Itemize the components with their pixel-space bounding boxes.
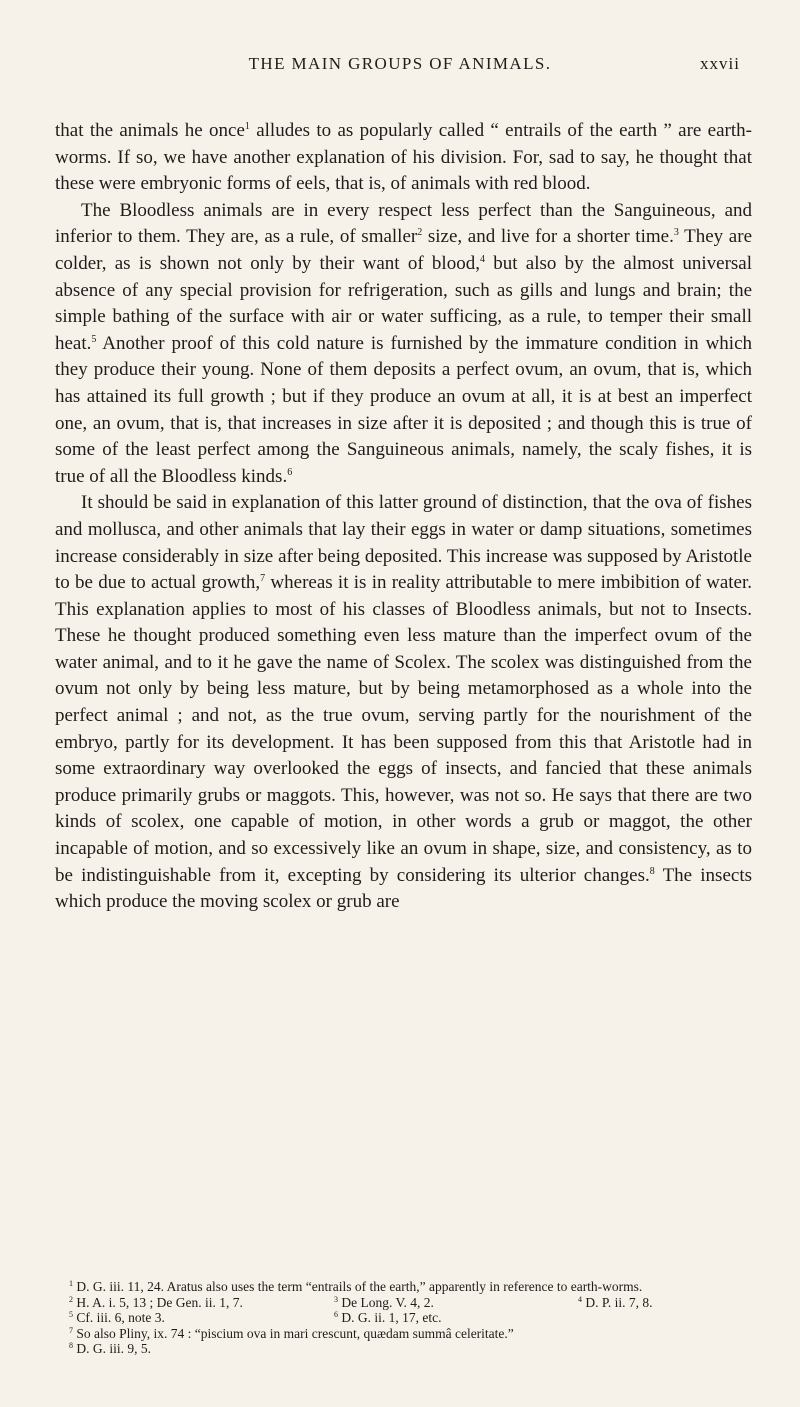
footnote-ref: 1	[244, 121, 250, 132]
footnote-row-1	[55, 1295, 752, 1311]
page-header	[60, 54, 740, 84]
footnote-5: $^5$ Cf. iii. 6, note 3.	[69, 1310, 165, 1325]
paragraph-3: It should be said in explanation of this latter ground of distinction, that the ova of fishes and mollusca, and other animals that lay their eggs in water or damp situations, sometimes increase considerably in size after being deposited. This increase was supposed by Aristotle to be due to actual growth,$^7$ whereas it is in reality attributable to mere imbibition of water. This explanation applies to most of his classes of Bloodless animals, but not to Insects. These he thought produced something even less mature than the imperfect ovum of the water animal, and to it he gave the name of Scolex. The scolex was distinguished from the ovum not only by being less mature, but by being metamorphosed as a whole into the perfect animal ; and not, as the true ovum, serving partly for the nourishment of the embryo, partly for its development. It has been supposed from this that Aristotle had in some extraordinary way overlooked the eggs of insects, and fancied that these animals produce primarily grubs or maggots. This, however, was not so. He says that there are two kinds of scolex, one capable of motion, in other words a grub or maggot, the other incapable of motion, and so excessively like an ovum in shape, size, and consistency, as to be indistinguishable from it, excepting by considering its ulterior changes.$^8$ The insects which produce the moving scolex or grub are	[55, 492, 752, 913]
footnotes	[55, 1279, 752, 1357]
footnote-row-2	[55, 1310, 752, 1326]
body-text	[55, 118, 752, 916]
footnote-6: $^6$ D. G. ii. 1, 17, etc.	[334, 1310, 442, 1325]
running-head: THE MAIN GROUPS OF ANIMALS.	[248, 54, 552, 73]
footnote-1: $^1$ D. G. iii. 11, 24. Aratus also uses the term “entrails of the earth,” apparently in reference to earth-worms.	[69, 1279, 643, 1294]
footnote-ref: 6	[287, 466, 293, 478]
footnote-ref: 7	[260, 573, 266, 585]
footnote-8: $^8$ D. G. iii. 9, 5.	[69, 1341, 152, 1356]
footnote-3: $^3$ De Long. V. 4, 2.	[334, 1294, 434, 1310]
footnote-ref: 5	[91, 333, 97, 345]
footnote-ref: 4	[479, 253, 485, 265]
footnote-7: $^7$ So also Pliny, ix. 74 : “piscium ova in mari crescunt, quædam summâ celeritate.”	[69, 1325, 514, 1341]
footnote-ref: 3	[673, 227, 679, 239]
footnote-ref: 8	[649, 865, 655, 877]
paragraph-2: The Bloodless animals are in every respect less perfect than the Sanguineous, and inferior to them. They are, as a rule, of smaller$^2$ size, and live for a shorter time.$^3$ They are colder, as is shown not only by their want of blood,$^4$ but also by the almost universal absence of any special provision for refrigeration, such as gills and lungs and brain; the simple bathing of the surface with air or water sufficing, as a rule, to temper their small heat.$^5$ Another proof of this cold nature is furnished by the immature condition in which they produce their young. None of them deposits a perfect ovum, an ovum, that is, which has attained its full growth ; but if they produce an ovum at all, it is at best an imperfect one, an ovum, that is, that increases in size after it is deposited ; and though this is true of some of the least perfect among the Sanguineous animals, namely, the scaly fishes, it is true of all the Bloodless kinds.$^6$	[55, 199, 753, 487]
footnote-4: $^4$ D. P. ii. 7, 8.	[578, 1294, 653, 1310]
paragraph-1: that the animals he once$^1$ alludes to as popularly called “ entrails of the earth ” are earth-worms. If so, we have another explanation of his division. For, sad to say, he thought that these were embryonic forms of eels, that is, of animals with red blood.	[55, 120, 752, 195]
page-number: xxvii	[700, 54, 740, 73]
footnote-ref: 2	[417, 227, 423, 239]
footnote-2: $^2$ H. A. i. 5, 13 ; De Gen. ii. 1, 7.	[69, 1294, 243, 1310]
